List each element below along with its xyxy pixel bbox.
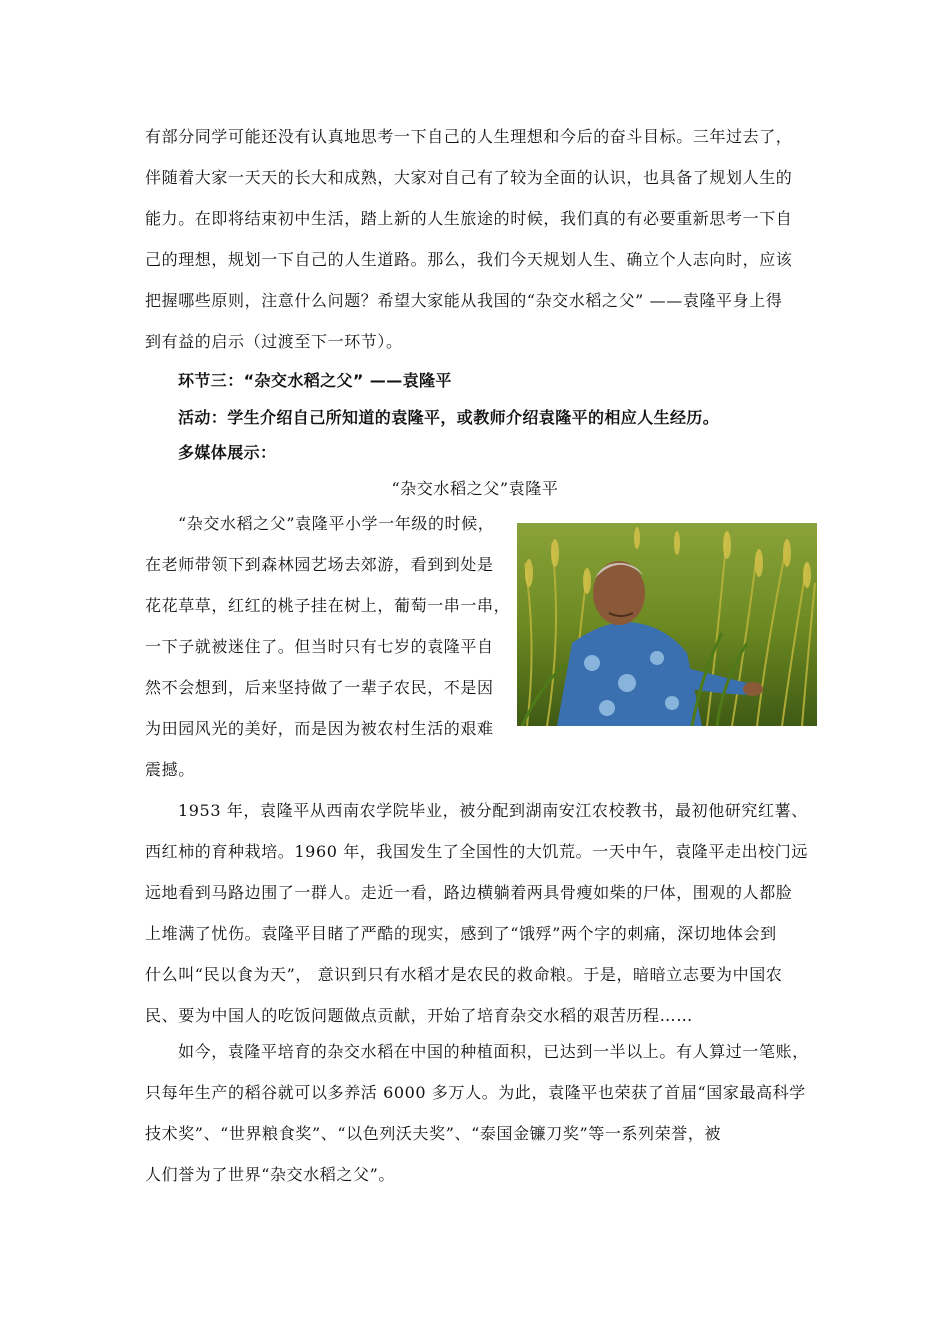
article-p3-line-2: 只每年生产的稻谷就可以多养活 6000 多万人。为此，袁隆平也荣获了首届“国家最高科学 [145, 1083, 806, 1102]
article-p2-line-5: 什么叫“民以食为天”， 意识到只有水稻才是农民的救命粮。于是，暗暗立志要为中国农 [145, 965, 783, 984]
article-p2-line-1: 1953 年，袁隆平从西南农学院毕业，被分配到湖南安江农校教书，最初他研究红薯、 [178, 801, 808, 820]
multimedia-label: 多媒体展示： [178, 443, 277, 462]
article-p3-line-4: 人们誉为了世界“杂交水稻之父”。 [145, 1165, 395, 1184]
article-p2-line-2: 西红柿的育种栽培。1960 年，我国发生了全国性的大饥荒。一天中午，袁隆平走出校门远 [145, 842, 809, 861]
article-p2-line-4: 上堆满了忧伤。袁隆平目睹了严酷的现实，感到了“饿殍”两个字的刺痛，深切地体会到 [145, 924, 777, 943]
article-p3-line-1: 如今，袁隆平培育的杂交水稻在中国的种植面积，已达到一半以上。有人算过一笔账， [178, 1042, 809, 1061]
article-p1-line-7: 震撼。 [145, 760, 195, 779]
article-p2-line-3: 远地看到马路边围了一群人。走近一看，路边横躺着两具骨瘦如柴的尸体，围观的人都脸 [145, 883, 793, 902]
intro-line-5: 把握哪些原则，注意什么问题？希望大家能从我国的“杂交水稻之父” ——袁隆平身上得 [145, 291, 783, 310]
article-p1-line-2: 在老师带领下到森林园艺场去郊游，看到到处是 [145, 555, 494, 574]
intro-line-1: 有部分同学可能还没有认真地思考一下自己的人生理想和今后的奋斗目标。三年过去了， [145, 127, 793, 146]
article-p1-line-5: 然不会想到，后来坚持做了一辈子农民，不是因 [145, 678, 494, 697]
article-p2-line-6: 民、要为中国人的吃饭问题做点贡献，开始了培育杂交水稻的艰苦历程…… [145, 1006, 693, 1025]
article-p1-line-4: 一下子就被迷住了。但当时只有七岁的袁隆平自 [145, 637, 494, 656]
intro-line-4: 己的理想，规划一下自己的人生道路。那么，我们今天规划人生、确立个人志向时，应该 [145, 250, 793, 269]
intro-line-3: 能力。在即将结束初中生活，踏上新的人生旅途的时候，我们真的有必要重新思考一下自 [145, 209, 793, 228]
article-p3-line-3: 技术奖”、“世界粮食奖”、“以色列沃夫奖”、“泰国金镰刀奖”等一系列荣誉，被 [145, 1124, 722, 1143]
article-p1-line-6: 为田园风光的美好，而是因为被农村生活的艰难 [145, 719, 494, 738]
activity-text: 活动：学生介绍自己所知道的袁隆平，或教师介绍袁隆平的相应人生经历。 [178, 408, 720, 427]
article-title: “杂交水稻之父”袁隆平 [391, 479, 559, 498]
article-p1-line-3: 花花草草，红红的桃子挂在树上，葡萄一串一串， [145, 596, 511, 615]
intro-line-6: 到有益的启示（过渡至下一环节）。 [145, 332, 403, 351]
section-heading: 环节三：“杂交水稻之父” ——袁隆平 [178, 371, 452, 390]
intro-line-2: 伴随着大家一天天的长大和成熟，大家对自己有了较为全面的认识，也具备了规划人生的 [145, 168, 793, 187]
rice-field-photo [517, 523, 817, 726]
article-p1-line-1: “杂交水稻之父”袁隆平小学一年级的时候， [178, 514, 495, 533]
